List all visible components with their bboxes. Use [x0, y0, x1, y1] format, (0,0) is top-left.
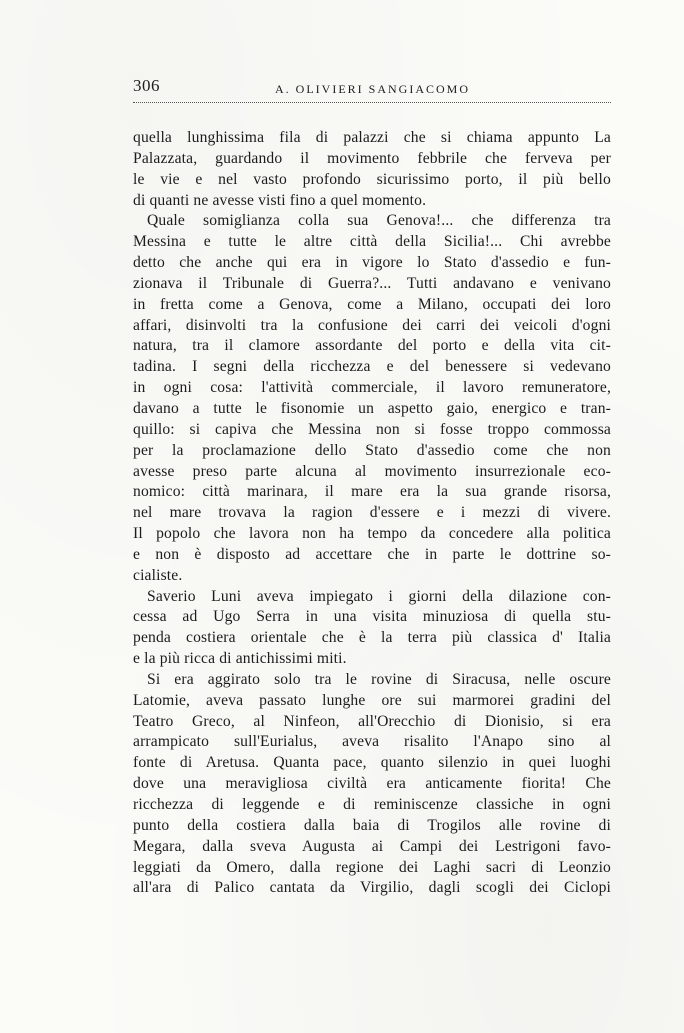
- page-header: [133, 76, 611, 100]
- text-line: fonte di Aretusa. Quanta pace, quanto silenzio in quei luoghi: [133, 754, 611, 772]
- text-line: Saverio Luni aveva impiegato i giorni della dilazione con-: [147, 587, 611, 605]
- text-line: all'ara di Palico cantata da Virgilio, dagli scogli dei Ciclopi: [133, 879, 611, 897]
- text-line: natura, tra il clamore assordante del porto e della vita cit-: [133, 337, 611, 355]
- text-line: Quale somiglianza colla sua Genova!... che differenza tra: [147, 212, 611, 230]
- text-line: ricchezza di leggende e di reminiscenze classiche in ogni: [133, 796, 611, 813]
- text-line: Palazzata, guardando il movimento febbrile che ferveva per: [133, 149, 611, 167]
- text-line: penda costiera orientale che è la terra più classica d' Italia: [133, 629, 611, 647]
- text-line: per la proclamazione dello Stato d'assedio come che non: [133, 441, 611, 459]
- text-line: e non è disposto ad accettare che in parte le dottrine so-: [133, 545, 611, 563]
- body-text: [133, 128, 611, 899]
- text-line: detto che anche qui era in vigore lo Stato d'assedio e fun-: [133, 254, 611, 272]
- header-rule: [133, 102, 611, 103]
- text-line: quillo: si capiva che Messina non si fosse troppo commossa: [133, 420, 611, 438]
- text-line: punto della costiera dalla baia di Trogilos alle rovine di: [133, 816, 611, 834]
- text-line: Messina e tutte le altre città della Sicilia!... Chi avrebbe: [133, 233, 611, 251]
- text-line: cessa ad Ugo Serra in una visita minuziosa di quella stu-: [133, 608, 611, 626]
- text-line: zionava il Tribunale di Guerra?... Tutti andavano e venivano: [133, 274, 611, 292]
- text-line: quella lunghissima fila di palazzi che si chiama appunto La: [133, 129, 611, 146]
- text-line: cialiste.: [133, 566, 183, 584]
- text-line: in fretta come a Genova, come a Milano, occupati dei loro: [133, 295, 611, 313]
- text-line: Megara, dalla sveva Augusta ai Campi dei Lestrigoni favo-: [133, 837, 611, 855]
- text-line: leggiati da Omero, dalla regione dei Laghi sacri di Leonzio: [133, 858, 611, 876]
- text-line: nomico: città marinara, il mare era la sua grande risorsa,: [133, 483, 611, 501]
- text-line: affari, disinvolti tra la confusione dei carri dei veicoli d'ogni: [133, 316, 611, 334]
- text-line: Latomie, aveva passato lunghe ore sui marmorei gradini del: [133, 691, 611, 709]
- text-line: Il popolo che lavora non ha tempo da concedere alla politica: [133, 525, 611, 543]
- text-line: Teatro Greco, al Ninfeon, all'Orecchio di Dionisio, si era: [133, 712, 611, 730]
- text-line: avesse preso parte alcuna al movimento insurrezionale eco-: [133, 462, 611, 480]
- text-line: arrampicato sull'Eurialus, aveva risalito l'Anapo sino al: [133, 733, 611, 751]
- text-line: di quanti ne avesse visti fino a quel momento.: [133, 191, 427, 209]
- text-line: in ogni cosa: l'attività commerciale, il lavoro remuneratore,: [133, 379, 611, 397]
- text-line: le vie e nel vasto profondo sicurissimo porto, il più bello: [133, 170, 611, 188]
- text-line: e la più ricca di antichissimi miti.: [133, 650, 347, 668]
- text-line: dove una meravigliosa civiltà era anticamente fiorita! Che: [133, 775, 611, 793]
- text-line: davano a tutte le fisonomie un aspetto gaio, energico e tran-: [133, 399, 611, 417]
- page-number: 306: [133, 76, 160, 95]
- text-line: nel mare trovava la ragion d'essere e i mezzi di vivere.: [133, 504, 611, 522]
- text-line: tadina. I segni della ricchezza e del benessere si vedevano: [133, 358, 611, 376]
- running-head: A. OLIVIERI SANGIACOMO: [275, 82, 470, 96]
- text-line: Si era aggirato solo tra le rovine di Siracusa, nelle oscure: [147, 670, 611, 688]
